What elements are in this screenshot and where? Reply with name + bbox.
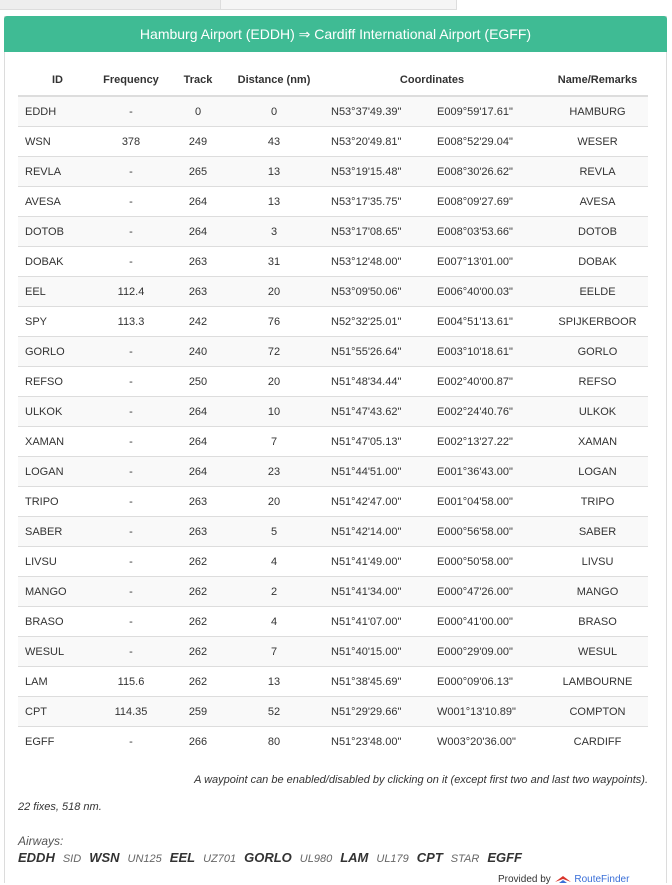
waypoint-frequency: -: [97, 727, 165, 757]
waypoint-row[interactable]: [18, 96, 648, 127]
waypoint-row[interactable]: [18, 127, 648, 157]
waypoint-distance: 0: [231, 96, 317, 127]
waypoint-row[interactable]: [18, 187, 648, 217]
waypoint-name: ULKOK: [547, 397, 648, 427]
waypoint-name: WESUL: [547, 637, 648, 667]
airway-route: UL179: [376, 853, 409, 865]
provided-by-text: Provided by: [498, 874, 551, 885]
waypoint-id: WESUL: [18, 637, 97, 667]
waypoint-id: EGFF: [18, 727, 97, 757]
tab-second[interactable]: [220, 0, 457, 10]
waypoint-longitude: E000°56'58.00": [435, 517, 547, 547]
waypoint-id: SABER: [18, 517, 97, 547]
waypoint-frequency: -: [97, 607, 165, 637]
waypoint-name: GORLO: [547, 337, 648, 367]
waypoint-longitude: E009°59'17.61": [435, 96, 547, 127]
waypoint-id: REFSO: [18, 367, 97, 397]
tab-bar: [0, 0, 672, 9]
waypoint-track: 262: [165, 667, 231, 697]
waypoint-id: GORLO: [18, 337, 97, 367]
waypoint-frequency: 378: [97, 127, 165, 157]
provided-by: [498, 874, 629, 885]
airway-route: UZ701: [203, 853, 237, 865]
waypoint-latitude: N53°09'50.06": [317, 277, 435, 307]
waypoint-id: BRASO: [18, 607, 97, 637]
waypoint-distance: 76: [231, 307, 317, 337]
waypoint-latitude: N51°42'47.00": [317, 487, 435, 517]
waypoint-latitude: N51°29'29.66": [317, 697, 435, 727]
waypoint-longitude: E001°36'43.00": [435, 457, 547, 487]
waypoint-name: WESER: [547, 127, 648, 157]
waypoint-distance: 20: [231, 277, 317, 307]
waypoint-longitude: E008°52'29.04": [435, 127, 547, 157]
waypoint-id: XAMAN: [18, 427, 97, 457]
waypoint-track: 264: [165, 457, 231, 487]
waypoint-distance: 13: [231, 157, 317, 187]
waypoint-longitude: E008°03'53.66": [435, 217, 547, 247]
waypoint-track: 250: [165, 367, 231, 397]
waypoint-id: SPY: [18, 307, 97, 337]
waypoint-longitude: E008°30'26.62": [435, 157, 547, 187]
waypoint-frequency: -: [97, 547, 165, 577]
waypoint-name: DOTOB: [547, 217, 648, 247]
airway-fix: EDDH: [18, 850, 55, 865]
waypoint-longitude: W003°20'36.00": [435, 727, 547, 757]
waypoint-id: EEL: [18, 277, 97, 307]
waypoint-name: AVESA: [547, 187, 648, 217]
waypoint-frequency: -: [97, 457, 165, 487]
route-title: Hamburg Airport (EDDH) ⇒ Cardiff International Airport (EGFF): [4, 16, 667, 52]
waypoint-id: LOGAN: [18, 457, 97, 487]
waypoint-row[interactable]: [18, 367, 648, 397]
waypoint-toggle-note: A waypoint can be enabled/disabled by clicking on it (except first two and last two waypoints).: [194, 774, 648, 786]
waypoint-distance: 20: [231, 487, 317, 517]
waypoint-id: REVLA: [18, 157, 97, 187]
waypoint-name: LOGAN: [547, 457, 648, 487]
waypoint-longitude: E003°10'18.61": [435, 337, 547, 367]
waypoint-track: 265: [165, 157, 231, 187]
waypoint-longitude: E000°50'58.00": [435, 547, 547, 577]
waypoint-name: LIVSU: [547, 547, 648, 577]
waypoint-longitude: E000°09'06.13": [435, 667, 547, 697]
waypoint-frequency: -: [97, 247, 165, 277]
waypoint-name: DOBAK: [547, 247, 648, 277]
waypoint-longitude: E002°40'00.87": [435, 367, 547, 397]
waypoint-latitude: N51°41'49.00": [317, 547, 435, 577]
waypoint-track: 266: [165, 727, 231, 757]
waypoint-latitude: N51°23'48.00": [317, 727, 435, 757]
waypoint-row[interactable]: [18, 307, 648, 337]
waypoint-id: CPT: [18, 697, 97, 727]
waypoint-track: 0: [165, 96, 231, 127]
waypoint-distance: 7: [231, 637, 317, 667]
waypoint-row[interactable]: [18, 697, 648, 727]
airway-fix: LAM: [340, 850, 369, 865]
waypoint-latitude: N51°44'51.00": [317, 457, 435, 487]
waypoint-latitude: N51°38'45.69": [317, 667, 435, 697]
waypoint-id: TRIPO: [18, 487, 97, 517]
waypoint-longitude: E002°13'27.22": [435, 427, 547, 457]
waypoint-distance: 23: [231, 457, 317, 487]
waypoint-distance: 4: [231, 607, 317, 637]
waypoint-longitude: W001°13'10.89": [435, 697, 547, 727]
waypoint-row[interactable]: [18, 157, 648, 187]
waypoint-latitude: N52°32'25.01": [317, 307, 435, 337]
waypoint-frequency: 113.3: [97, 307, 165, 337]
tab-first[interactable]: [0, 0, 220, 10]
waypoint-latitude: N53°37'49.39": [317, 96, 435, 127]
waypoint-track: 264: [165, 397, 231, 427]
waypoint-latitude: N51°55'26.64": [317, 337, 435, 367]
waypoint-longitude: E000°29'09.00": [435, 637, 547, 667]
waypoint-track: 264: [165, 427, 231, 457]
waypoint-longitude: E000°47'26.00": [435, 577, 547, 607]
waypoint-name: MANGO: [547, 577, 648, 607]
waypoint-distance: 10: [231, 397, 317, 427]
waypoint-name: TRIPO: [547, 487, 648, 517]
routefinder-link[interactable]: RouteFinder: [574, 874, 630, 885]
waypoint-row[interactable]: [18, 427, 648, 457]
waypoint-row[interactable]: [18, 607, 648, 637]
waypoint-frequency: 115.6: [97, 667, 165, 697]
waypoint-distance: 20: [231, 367, 317, 397]
waypoint-frequency: -: [97, 367, 165, 397]
waypoint-longitude: E001°04'58.00": [435, 487, 547, 517]
airway-route: SID: [62, 853, 82, 865]
airways-label: Airways:: [18, 834, 64, 848]
waypoint-track: 242: [165, 307, 231, 337]
waypoint-frequency: -: [97, 427, 165, 457]
waypoint-latitude: N51°41'34.00": [317, 577, 435, 607]
waypoint-row[interactable]: [18, 217, 648, 247]
airway-fix: EEL: [169, 850, 196, 865]
waypoint-track: 262: [165, 607, 231, 637]
waypoint-id: LAM: [18, 667, 97, 697]
waypoint-row[interactable]: [18, 667, 648, 697]
waypoint-distance: 52: [231, 697, 317, 727]
waypoint-track: 264: [165, 187, 231, 217]
waypoint-frequency: -: [97, 96, 165, 127]
waypoint-name: REVLA: [547, 157, 648, 187]
waypoint-row[interactable]: [18, 487, 648, 517]
airway-route: UN125: [127, 853, 162, 865]
waypoint-track: 262: [165, 637, 231, 667]
waypoint-distance: 31: [231, 247, 317, 277]
waypoint-name: HAMBURG: [547, 96, 648, 127]
waypoint-name: EELDE: [547, 277, 648, 307]
waypoint-latitude: N51°40'15.00": [317, 637, 435, 667]
waypoint-row[interactable]: [18, 547, 648, 577]
waypoint-name: CARDIFF: [547, 727, 648, 757]
waypoint-name: BRASO: [547, 607, 648, 637]
waypoint-track: 263: [165, 517, 231, 547]
waypoint-track: 240: [165, 337, 231, 367]
waypoint-latitude: N53°19'15.48": [317, 157, 435, 187]
waypoint-latitude: N51°42'14.00": [317, 517, 435, 547]
waypoint-track: 263: [165, 487, 231, 517]
waypoint-row[interactable]: [18, 277, 648, 307]
col-distance: Distance (nm): [231, 64, 317, 96]
waypoint-distance: 5: [231, 517, 317, 547]
waypoint-latitude: N53°17'35.75": [317, 187, 435, 217]
airway-route: UL980: [299, 853, 333, 865]
airway-fix: CPT: [416, 850, 443, 865]
waypoint-id: ULKOK: [18, 397, 97, 427]
waypoint-row[interactable]: [18, 637, 648, 667]
airway-route: STAR: [450, 853, 480, 865]
waypoint-id: MANGO: [18, 577, 97, 607]
waypoint-longitude: E000°41'00.00": [435, 607, 547, 637]
waypoint-track: 263: [165, 247, 231, 277]
waypoint-id: WSN: [18, 127, 97, 157]
waypoint-latitude: N51°48'34.44": [317, 367, 435, 397]
waypoint-distance: 72: [231, 337, 317, 367]
waypoint-frequency: -: [97, 637, 165, 667]
col-id: ID: [18, 64, 97, 96]
waypoint-latitude: N53°20'49.81": [317, 127, 435, 157]
waypoint-table: [18, 64, 648, 756]
waypoint-frequency: -: [97, 517, 165, 547]
waypoint-frequency: -: [97, 217, 165, 247]
col-coordinates: Coordinates: [317, 64, 547, 96]
waypoint-row[interactable]: [18, 397, 648, 427]
waypoint-frequency: 112.4: [97, 277, 165, 307]
waypoint-row[interactable]: [18, 247, 648, 277]
waypoint-distance: 7: [231, 427, 317, 457]
waypoint-row[interactable]: [18, 457, 648, 487]
waypoint-track: 262: [165, 547, 231, 577]
waypoint-name: LAMBOURNE: [547, 667, 648, 697]
waypoint-track: 259: [165, 697, 231, 727]
route-summary: 22 fixes, 518 nm.: [18, 801, 102, 813]
waypoint-name: REFSO: [547, 367, 648, 397]
waypoint-latitude: N51°47'43.62": [317, 397, 435, 427]
waypoint-frequency: -: [97, 577, 165, 607]
waypoint-distance: 80: [231, 727, 317, 757]
waypoint-longitude: E008°09'27.69": [435, 187, 547, 217]
waypoint-name: SABER: [547, 517, 648, 547]
airway-fix: WSN: [89, 850, 120, 865]
waypoint-longitude: E007°13'01.00": [435, 247, 547, 277]
waypoint-id: EDDH: [18, 96, 97, 127]
waypoint-frequency: -: [97, 397, 165, 427]
waypoint-name: SPIJKERBOOR: [547, 307, 648, 337]
airway-fix: GORLO: [244, 850, 292, 865]
waypoint-frequency: 114.35: [97, 697, 165, 727]
waypoint-name: COMPTON: [547, 697, 648, 727]
waypoint-track: 249: [165, 127, 231, 157]
waypoint-track: 262: [165, 577, 231, 607]
waypoint-frequency: -: [97, 187, 165, 217]
waypoint-id: DOTOB: [18, 217, 97, 247]
waypoint-frequency: -: [97, 337, 165, 367]
waypoint-name: XAMAN: [547, 427, 648, 457]
waypoint-longitude: E004°51'13.61": [435, 307, 547, 337]
col-track: Track: [165, 64, 231, 96]
waypoint-frequency: -: [97, 487, 165, 517]
waypoint-row[interactable]: [18, 727, 648, 757]
waypoint-row[interactable]: [18, 337, 648, 367]
waypoint-distance: 13: [231, 187, 317, 217]
airway-fix: EGFF: [487, 850, 522, 865]
waypoint-row[interactable]: [18, 577, 648, 607]
waypoint-row[interactable]: [18, 517, 648, 547]
waypoint-distance: 2: [231, 577, 317, 607]
col-frequency: Frequency: [97, 64, 165, 96]
waypoint-id: DOBAK: [18, 247, 97, 277]
waypoint-distance: 4: [231, 547, 317, 577]
airways-list: [18, 849, 530, 867]
waypoint-id: AVESA: [18, 187, 97, 217]
waypoint-latitude: N51°47'05.13": [317, 427, 435, 457]
waypoint-latitude: N51°41'07.00": [317, 607, 435, 637]
waypoint-distance: 43: [231, 127, 317, 157]
waypoint-distance: 3: [231, 217, 317, 247]
col-name: Name/Remarks: [547, 64, 648, 96]
waypoint-latitude: N53°17'08.65": [317, 217, 435, 247]
waypoint-track: 264: [165, 217, 231, 247]
waypoint-distance: 13: [231, 667, 317, 697]
waypoint-id: LIVSU: [18, 547, 97, 577]
waypoint-latitude: N53°12'48.00": [317, 247, 435, 277]
table-header-row: [18, 64, 648, 96]
waypoint-longitude: E006°40'00.03": [435, 277, 547, 307]
waypoint-frequency: -: [97, 157, 165, 187]
waypoint-track: 263: [165, 277, 231, 307]
waypoint-longitude: E002°24'40.76": [435, 397, 547, 427]
